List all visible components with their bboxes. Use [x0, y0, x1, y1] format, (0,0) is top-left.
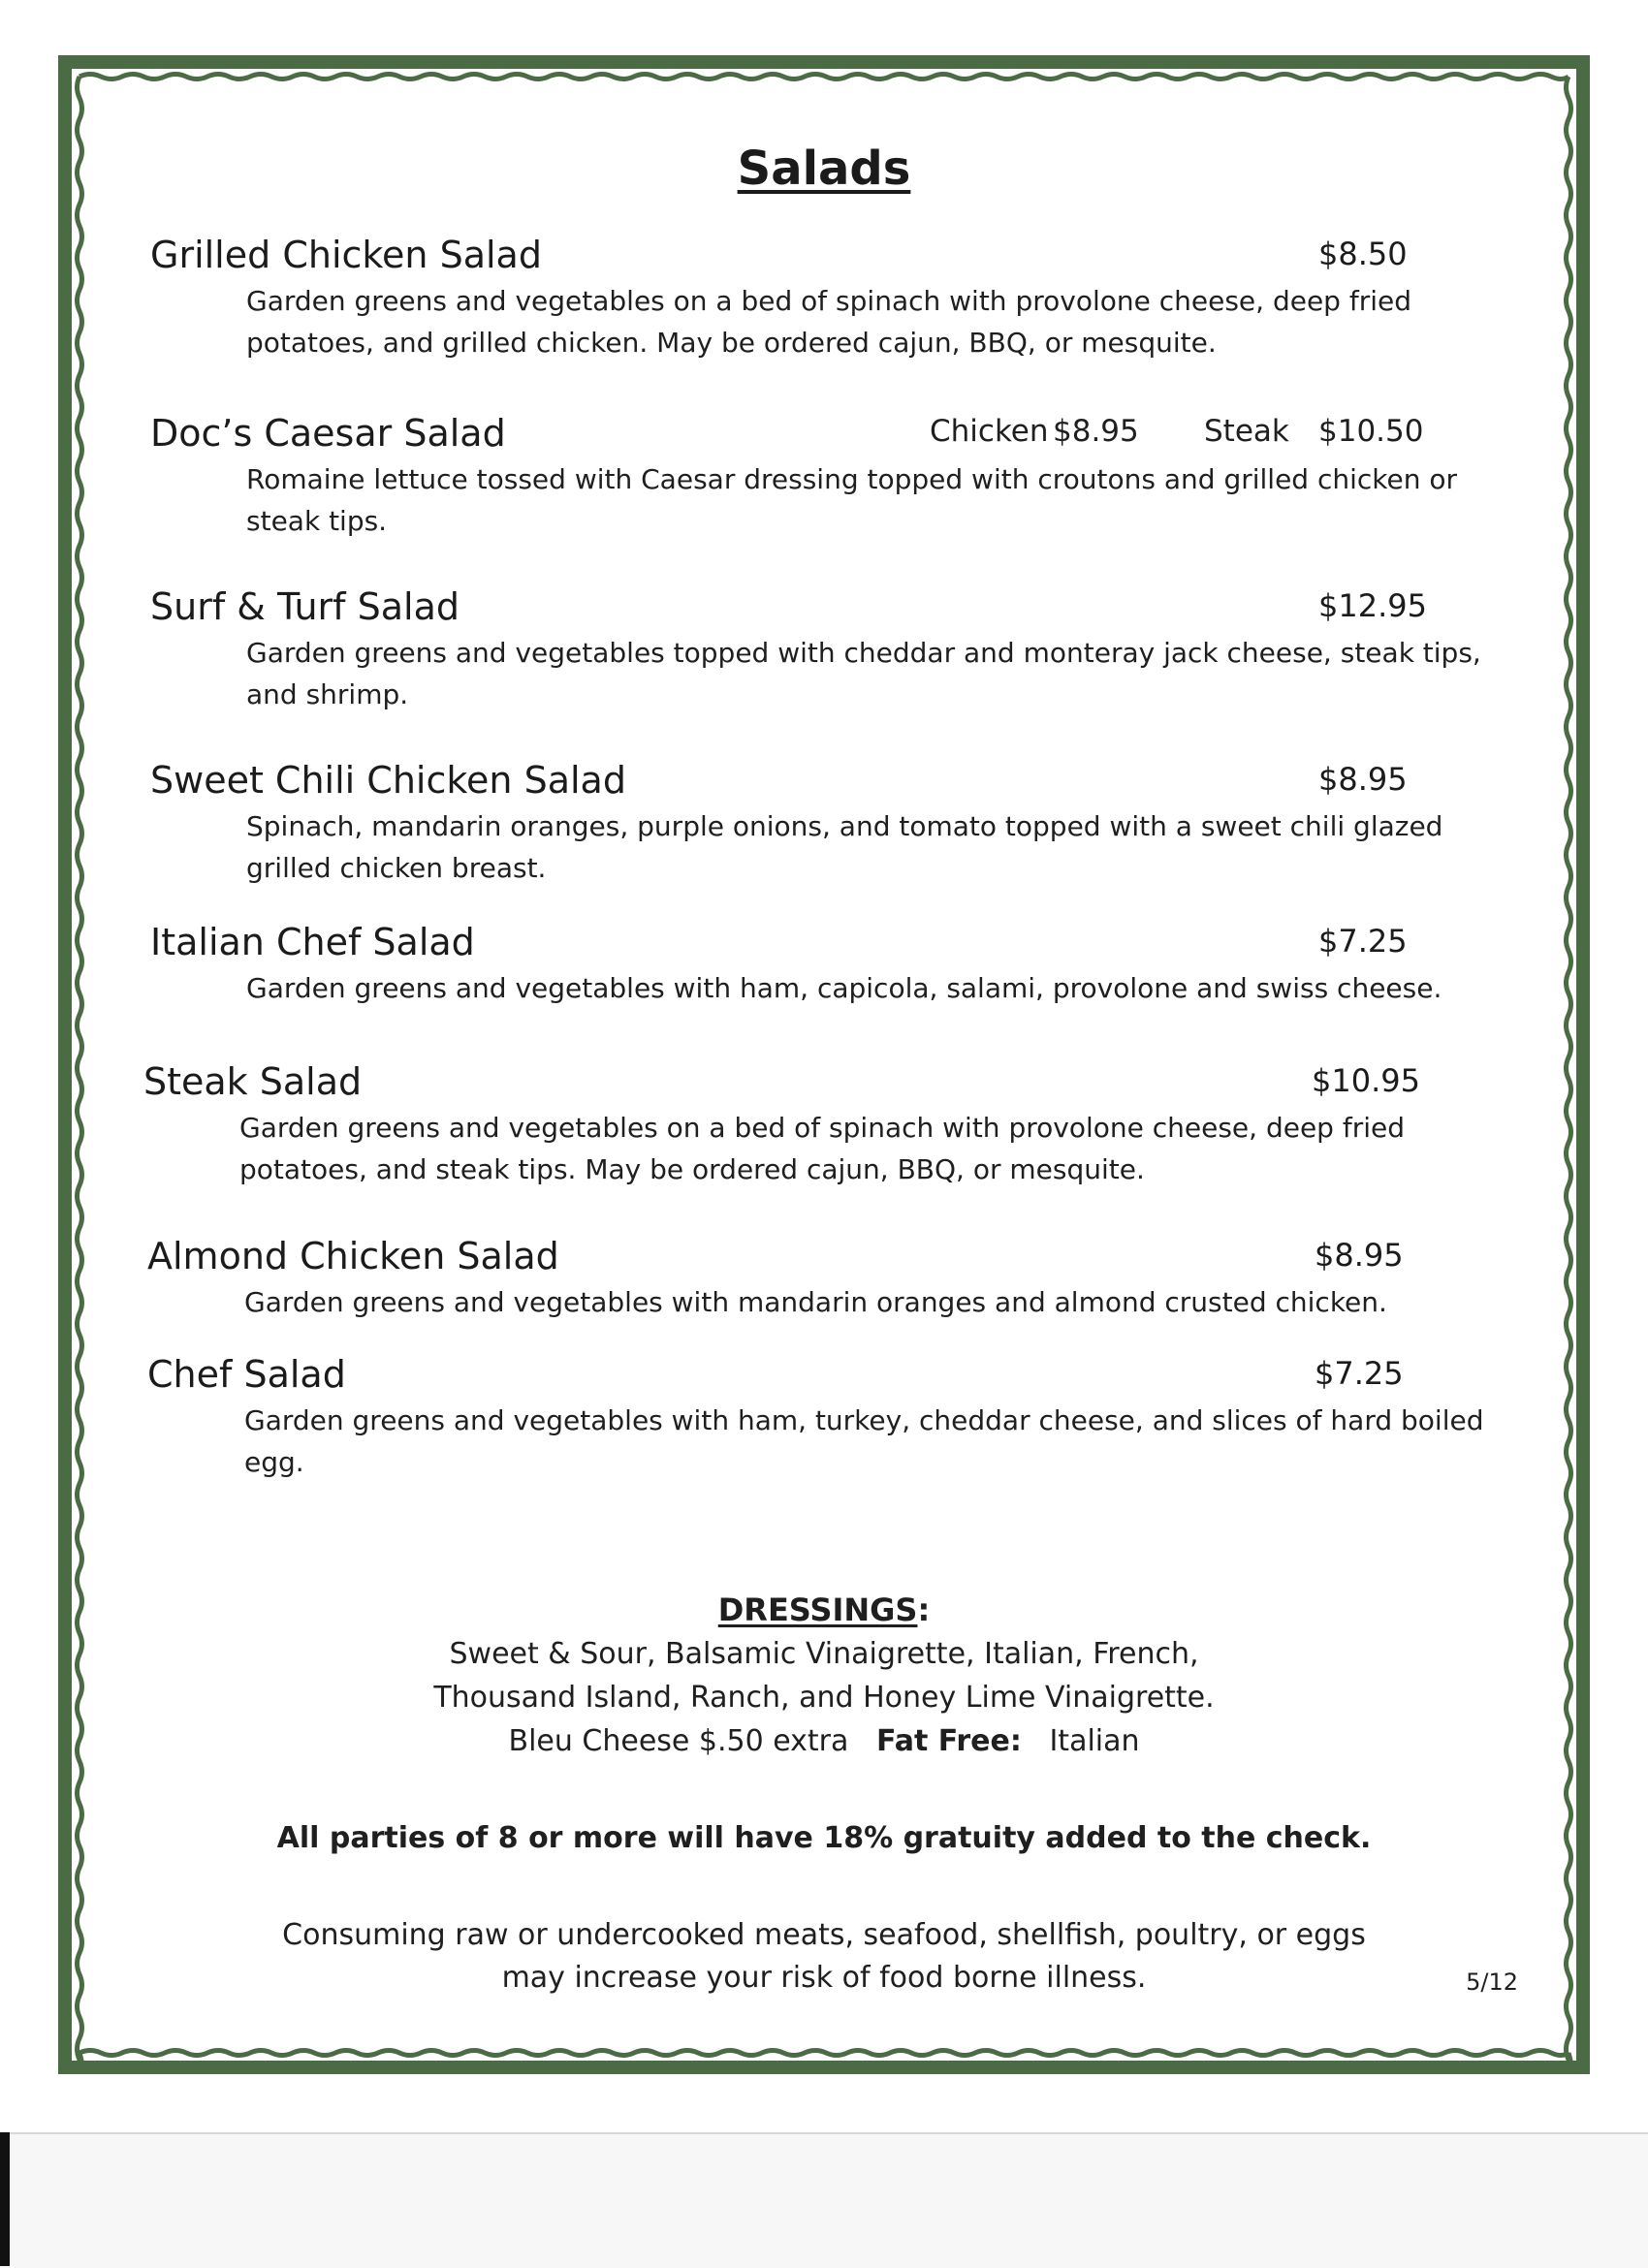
item-description: Garden greens and vegetables on a bed of spinach with provolone cheese, deep fried potatoes, and grilled chicken. May be ordered cajun, BBQ, or mesquite. — [246, 285, 1411, 359]
dressings-line-1: Sweet & Sour, Balsamic Vinaigrette, Italian, French, — [449, 1637, 1199, 1671]
item-price: $7.25 — [1318, 923, 1408, 960]
item-price: $8.50 — [1318, 236, 1408, 272]
menu-content — [72, 69, 1576, 2061]
food-warning-line-2: may increase your risk of food borne illness. — [501, 1961, 1147, 1995]
gratuity-notice: All parties of 8 or more will have 18% gratuity added to the check. — [276, 1821, 1372, 1855]
decorative-border — [58, 55, 1590, 2074]
item-description: Garden greens and vegetables with ham, capicola, salami, provolone and swiss cheese. — [246, 972, 1442, 1004]
item-name: Grilled Chicken Salad — [150, 234, 542, 276]
fat-free-label: Fat Free: — [876, 1724, 1022, 1758]
dressings-line-2: Thousand Island, Ranch, and Honey Lime Vinaigrette. — [433, 1681, 1215, 1715]
item-name: Surf & Turf Salad — [150, 585, 460, 628]
item-description: Garden greens and vegetables with mandarin oranges and almond crusted chicken. — [244, 1286, 1387, 1318]
item-description: Garden greens and vegetables on a bed of spinach with provolone cheese, deep fried potatoes, and steak tips. May be ordered cajun, BBQ, or mesquite. — [239, 1112, 1405, 1185]
item-name: Chef Salad — [147, 1353, 346, 1396]
bleu-cheese-note: Bleu Cheese $.50 extra — [508, 1724, 849, 1758]
item-price: $8.95 — [1315, 1237, 1404, 1274]
option-price-steak: $10.50 — [1318, 414, 1424, 449]
item-price: $12.95 — [1318, 587, 1427, 624]
dressings-line-3 — [72, 1724, 1576, 1758]
item-description: Garden greens and vegetables topped with cheddar and monteray jack cheese, steak tips, and shrimp. — [246, 637, 1481, 710]
page-title: Salads — [737, 142, 911, 196]
fat-free-value: Italian — [1049, 1724, 1140, 1758]
dressings-colon: : — [917, 1591, 931, 1628]
item-name: Sweet Chili Chicken Salad — [150, 759, 626, 802]
item-name: Doc’s Caesar Salad — [150, 412, 506, 455]
item-price: $7.25 — [1315, 1355, 1404, 1392]
item-price: $10.95 — [1312, 1062, 1420, 1099]
scan-margin — [0, 2132, 1648, 2268]
dressings-heading — [72, 1591, 1576, 1628]
item-description: Romaine lettuce tossed with Caesar dressing topped with croutons and grilled chicken or steak tips. — [246, 463, 1458, 537]
item-name: Italian Chef Salad — [150, 921, 475, 963]
food-warning-line-1: Consuming raw or undercooked meats, seafood, shellfish, poultry, or eggs — [282, 1918, 1366, 1952]
date-code: 5/12 — [1466, 1969, 1518, 1996]
dressings-title: DRESSINGS — [717, 1591, 918, 1628]
menu-panel — [72, 69, 1576, 2061]
item-price: $8.95 — [1318, 761, 1408, 798]
item-name: Almond Chicken Salad — [147, 1235, 559, 1277]
scan-edge-shadow — [0, 2132, 10, 2266]
item-description: Garden greens and vegetables with ham, turkey, cheddar cheese, and slices of hard boiled egg. — [244, 1404, 1484, 1478]
option-label-chicken: Chicken — [930, 414, 1049, 449]
option-price-chicken: $8.95 — [1053, 414, 1139, 449]
item-name: Steak Salad — [143, 1060, 363, 1103]
item-description: Spinach, mandarin oranges, purple onions, and tomato topped with a sweet chili glazed grilled chicken breast. — [246, 810, 1443, 884]
option-label-steak: Steak — [1204, 414, 1289, 449]
